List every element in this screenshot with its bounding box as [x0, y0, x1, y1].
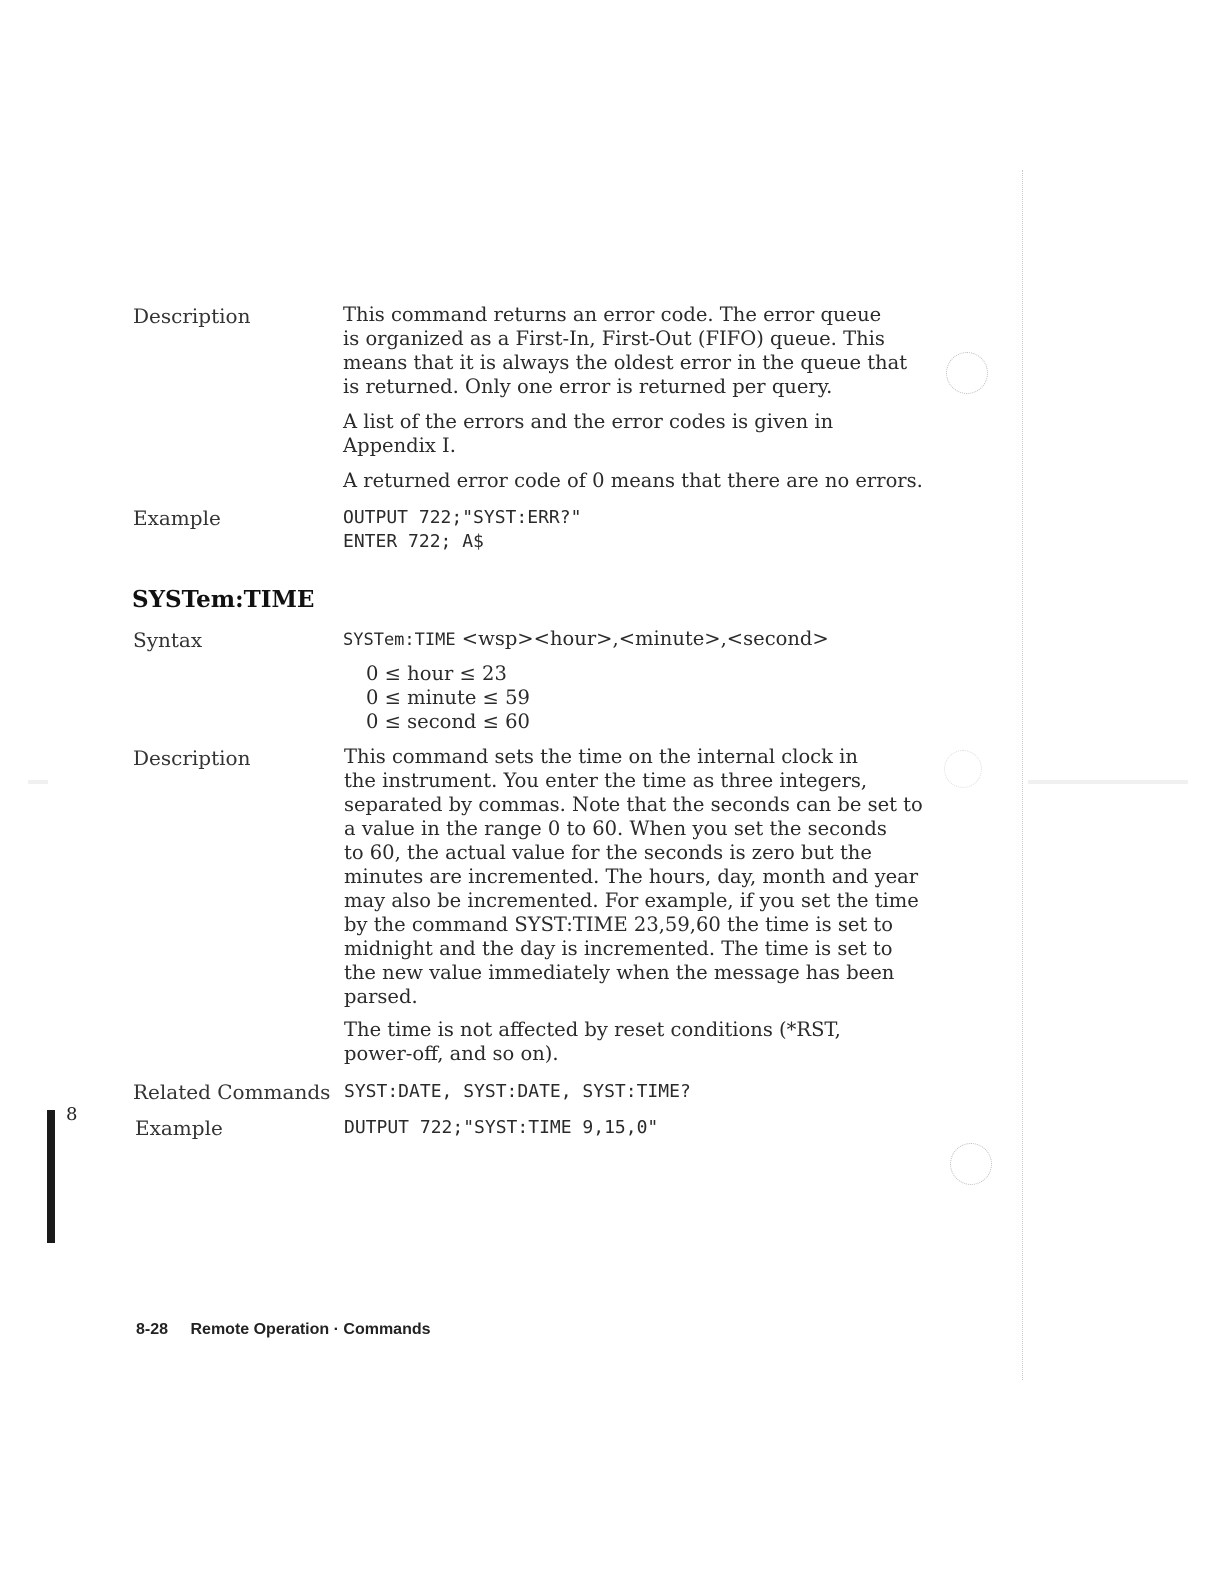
punch-hole-top: [946, 352, 988, 394]
text-line: midnight and the day is incremented. The time is set to: [344, 937, 893, 960]
text-line: power-off, and so on).: [344, 1042, 559, 1065]
page-footer-title: Remote Operation · Commands: [190, 1321, 431, 1338]
syntax-command: SYSTem:TIME: [343, 630, 456, 650]
text-line: is returned. Only one error is returned per query.: [343, 375, 833, 398]
error-appendix-paragraph: [343, 410, 833, 458]
text-line: means that it is always the oldest error in the queue that: [343, 351, 908, 374]
related-commands-label: Related Commands: [133, 1080, 331, 1104]
error-zero-paragraph: A returned error code of 0 means that there are no errors.: [343, 469, 923, 492]
text-line: to 60, the actual value for the seconds is zero but the: [344, 841, 872, 864]
code-line: ENTER 722; A$: [343, 531, 484, 552]
text-line: minutes are incremented. The hours, day, month and year: [344, 865, 919, 888]
text-line: This command returns an error code. The error queue: [343, 303, 882, 326]
range-item: 0 ≤ hour ≤ 23: [366, 662, 507, 685]
section-heading: SYSTem:TIME: [132, 586, 315, 613]
code-line: OUTPUT 722;"SYST:ERR?": [343, 507, 582, 528]
range-list: [366, 662, 530, 734]
chapter-tab-number: 8: [66, 1104, 78, 1125]
error-example-code: [343, 506, 581, 554]
punch-hole-middle: [944, 750, 982, 788]
punch-hole-bottom: [950, 1143, 992, 1185]
scan-band-right: [1028, 780, 1188, 784]
text-line: The time is not affected by reset conditions (*RST,: [344, 1018, 841, 1041]
text-line: the new value immediately when the message has been: [344, 961, 895, 984]
chapter-tab-bar: [47, 1110, 55, 1243]
time-reset-paragraph: [344, 1018, 841, 1066]
text-line: separated by commas. Note that the seconds can be set to: [344, 793, 923, 816]
error-example-label: Example: [133, 506, 221, 530]
scan-band-left: [28, 780, 48, 784]
error-description-paragraph: [343, 303, 907, 399]
text-line: A list of the errors and the error codes is given in: [343, 410, 834, 433]
time-example-label: Example: [135, 1116, 223, 1140]
time-description-label: Description: [133, 746, 251, 770]
syntax-label: Syntax: [133, 628, 203, 652]
syntax-arguments: <wsp><hour>,<minute>,<second>: [455, 627, 829, 650]
page-edge-line: [1022, 170, 1023, 1380]
text-line: parsed.: [344, 985, 418, 1008]
related-commands-value: SYST:DATE, SYST:DATE, SYST:TIME?: [344, 1081, 691, 1102]
text-line: This command sets the time on the internal clock in: [344, 745, 858, 768]
range-item: 0 ≤ second ≤ 60: [366, 710, 530, 733]
text-line: the instrument. You enter the time as three integers,: [344, 769, 868, 792]
text-line: may also be incremented. For example, if you set the time: [344, 889, 919, 912]
text-line: a value in the range 0 to 60. When you set the seconds: [344, 817, 887, 840]
time-description-paragraph: [344, 745, 923, 1009]
range-item: 0 ≤ minute ≤ 59: [366, 686, 530, 709]
time-example-code: DUTPUT 722;"SYST:TIME 9,15,0": [344, 1117, 659, 1138]
page-number: 8-28: [136, 1321, 169, 1338]
text-line: is organized as a First-In, First-Out (FIFO) queue. This: [343, 327, 885, 350]
error-description-label: Description: [133, 304, 251, 328]
text-line: Appendix I.: [343, 434, 456, 457]
syntax-line: [343, 627, 829, 652]
text-line: by the command SYST:TIME 23,59,60 the time is set to: [344, 913, 893, 936]
page-footer: [136, 1321, 431, 1339]
